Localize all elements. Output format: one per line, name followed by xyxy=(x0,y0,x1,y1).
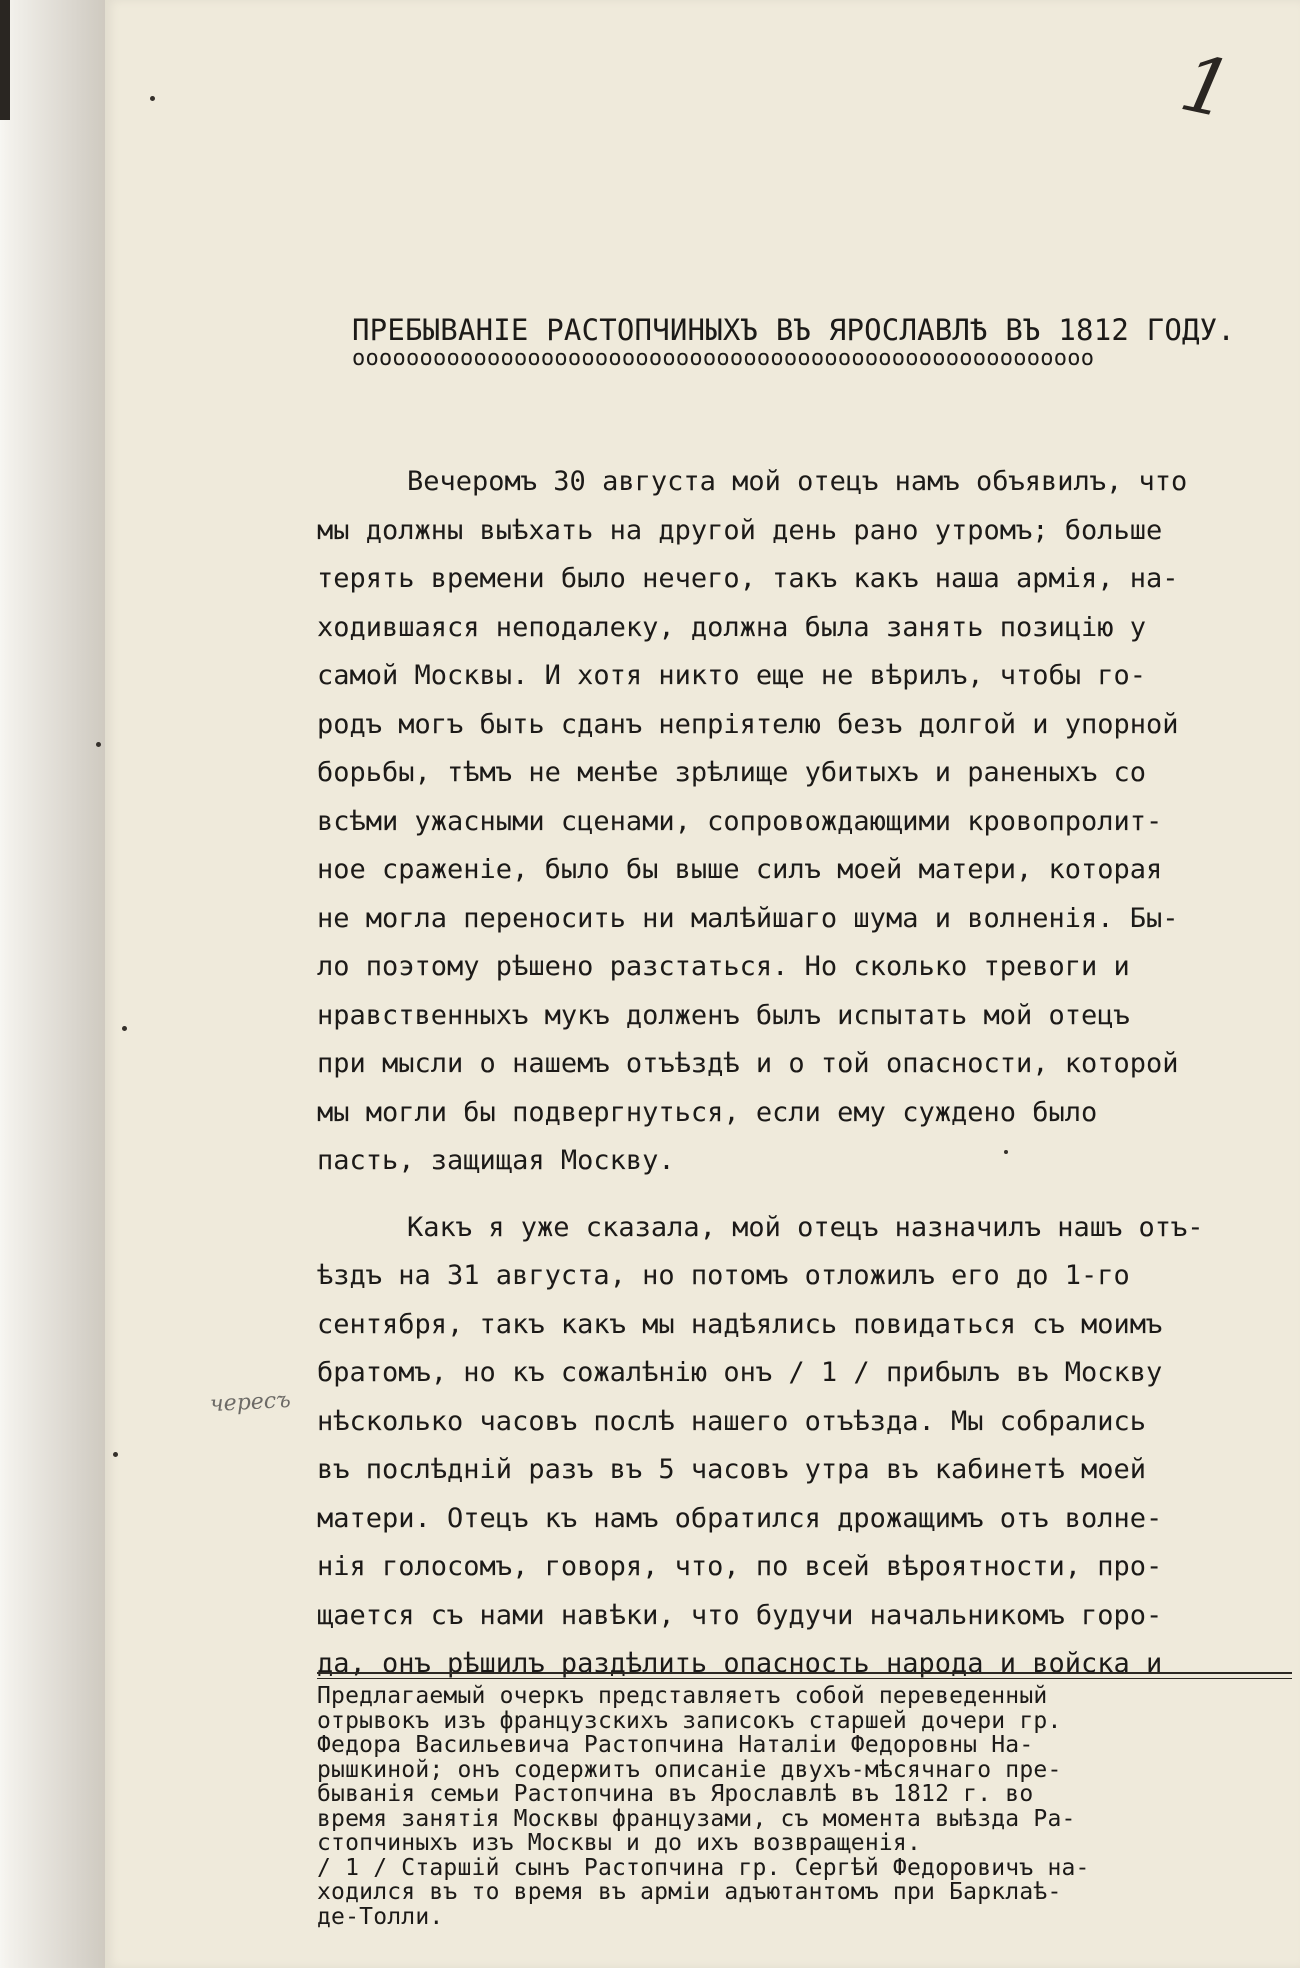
binding-edge xyxy=(0,0,10,120)
footnote-line: рышкиной; онъ содержитъ описаніе двухъ-мѣсячнаго пре- xyxy=(317,1757,1062,1782)
text-line: не могла переносить ни малѣйшаго шума и волненія. Бы- xyxy=(317,902,1179,934)
margin-pencil-note: чересъ xyxy=(209,1387,292,1418)
text-line: ло поэтому рѣшено разстаться. Но сколько тревоги и xyxy=(317,951,1130,982)
footnotes xyxy=(317,1684,1292,1929)
ink-speck xyxy=(1004,1150,1008,1154)
footnote-line: / 1 / Старшій сынъ Растопчина гр. Сергѣй Федоровичъ на- xyxy=(317,1855,1090,1880)
ink-speck xyxy=(113,1452,118,1457)
footnote-line: время занятія Москвы французами, съ момента выѣзда Ра- xyxy=(317,1806,1076,1831)
text-line: матери. Отецъ къ намъ обратился дрожащимъ отъ волне- xyxy=(317,1502,1163,1534)
ink-speck xyxy=(150,96,155,101)
left-paper-strip xyxy=(0,0,105,1968)
document-title: ПРЕБЫВАНІЕ РАСТОПЧИНЫХЪ ВЪ ЯРОСЛАВЛѢ ВЪ 1812 ГОДУ. xyxy=(352,313,1235,347)
main-text xyxy=(317,458,1292,1689)
text-line: Вечеромъ 30 августа мой отецъ намъ объявилъ, что xyxy=(407,466,1188,497)
text-line: ѣздъ на 31 августа, но потомъ отложилъ его до 1-го xyxy=(317,1260,1130,1291)
text-line: терять времени было нечего, такъ какъ наша армія, на- xyxy=(317,563,1179,594)
footnote-line: быванія семьи Растопчина въ Ярославлѣ въ 1812 г. во xyxy=(317,1782,1034,1807)
footnote-line: ходился въ то время въ арміи адъютантомъ при Барклаѣ- xyxy=(317,1880,1062,1905)
handwritten-page-number: 1 xyxy=(1172,38,1241,137)
ink-speck xyxy=(96,742,101,747)
text-line: родъ могъ быть сданъ непріятелю безъ долгой и упорной xyxy=(317,708,1179,740)
footnote-line: де-Толли. xyxy=(317,1904,444,1929)
text-line: ходившаяся неподалеку, должна была занять позицію у xyxy=(317,611,1147,643)
footnote-line: Предлагаемый очеркъ представляетъ собой переведенный xyxy=(317,1684,1048,1709)
text-line: мы могли бы подвергнуться, если ему суждено было xyxy=(317,1096,1098,1128)
text-line: при мысли о нашемъ отъѣздѣ и о той опасности, которой xyxy=(317,1048,1179,1079)
text-line: сентября, такъ какъ мы надѣялись повидаться съ моимъ xyxy=(317,1308,1163,1340)
text-line: нѣсколько часовъ послѣ нашего отъѣзда. Мы собрались xyxy=(317,1405,1147,1437)
text-line: борьбы, тѣмъ не менѣе зрѣлище убитыхъ и раненыхъ со xyxy=(317,757,1147,788)
text-line: пасть, защищая Москву. xyxy=(317,1145,675,1176)
text-line: ное сраженіе, было бы выше силъ моей матери, которая xyxy=(317,854,1163,885)
text-line: братомъ, но къ сожалѣнію онъ / 1 / прибылъ въ Москву xyxy=(317,1357,1163,1388)
title-underline-os: ооооооооооооооооооооооооооооооооооооооооооооооооооооооо xyxy=(352,348,1095,370)
paragraph-gap xyxy=(317,1186,1292,1204)
text-line: самой Москвы. И хотя никто еще не вѣрилъ, чтобы го- xyxy=(317,660,1147,691)
text-line: всѣми ужасными сценами, сопровождающими кровопролит- xyxy=(317,805,1163,837)
text-line: щается съ нами навѣки, что будучи начальникомъ горо- xyxy=(317,1599,1163,1631)
footnote-separator xyxy=(317,1672,1292,1679)
ink-speck xyxy=(122,1026,127,1031)
footnote-line: отрывокъ изъ французскихъ записокъ старшей дочери гр. xyxy=(317,1708,1062,1733)
text-line: нравственныхъ мукъ долженъ былъ испытать мой отецъ xyxy=(317,999,1130,1031)
text-line: мы должны выѣхать на другой день рано утромъ; больше xyxy=(317,514,1163,546)
text-line: нія голосомъ, говоря, что, по всей вѣроятности, про- xyxy=(317,1551,1163,1582)
text-line: да, онъ рѣшилъ раздѣлить опасность народа и войска и xyxy=(317,1648,1163,1679)
text-line: въ послѣдній разъ въ 5 часовъ утра въ кабинетѣ моей xyxy=(317,1454,1147,1485)
footnote-line: Федора Васильевича Растопчина Наталіи Федоровны На- xyxy=(317,1733,1034,1758)
footnote-line: стопчиныхъ изъ Москвы и до ихъ возвращенія. xyxy=(317,1831,922,1856)
text-line: Какъ я уже сказала, мой отецъ назначилъ нашъ отъ- xyxy=(407,1211,1204,1243)
